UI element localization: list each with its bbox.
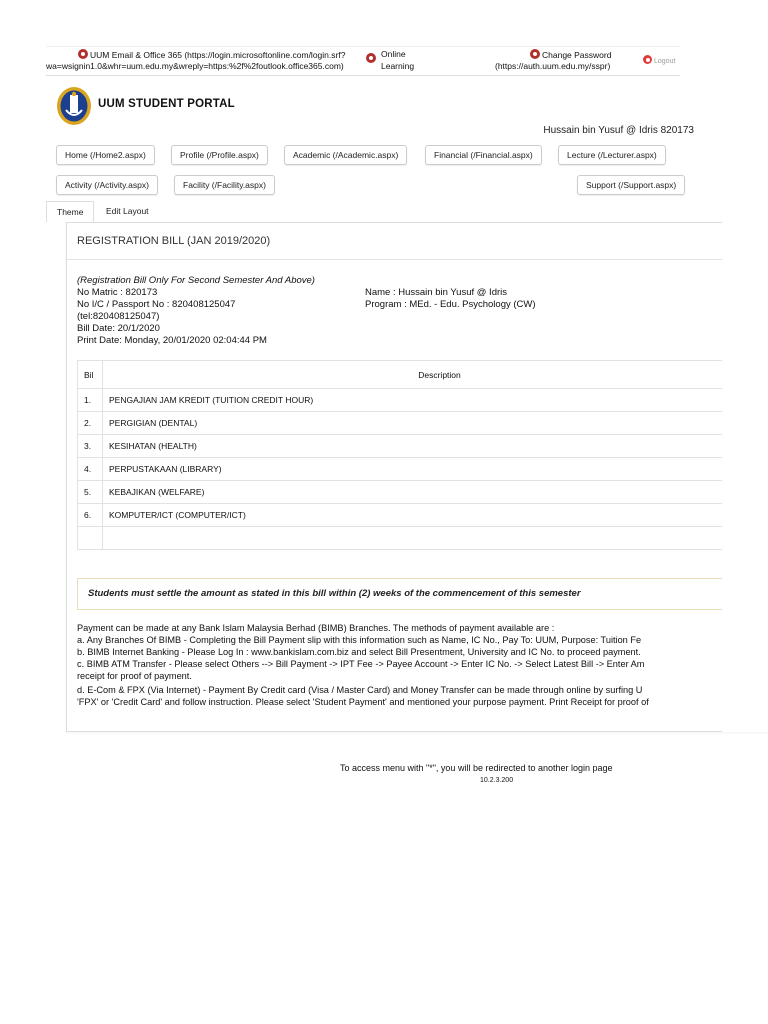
table-row: 1. PENGAJIAN JAM KREDIT (TUITION CREDIT HOUR) xyxy=(78,389,768,412)
print-date: Print Date: Monday, 20/01/2020 02:04:44 PM xyxy=(77,335,267,346)
online-learning-link-cont[interactable]: Learning xyxy=(381,61,415,71)
payment-method-c-cont: receipt for proof of payment. xyxy=(77,671,192,681)
nav-activity-button[interactable]: Activity (/Activity.aspx) xyxy=(56,175,158,195)
email-link-cont[interactable]: wa=wsignin1.0&whr=uum.edu.my&wreply=https:%2f%2foutlook.office365.com) xyxy=(46,61,344,71)
payment-method-d-cont: 'FPX' or 'Credit Card' and follow instruction. Please select 'Student Payment' and mentioned your purpose payment. Print Receipt for proof of xyxy=(77,697,649,707)
uum-logo xyxy=(56,86,92,126)
table-header-row xyxy=(78,361,768,389)
footer-note: To access menu with "*", you will be redirected to another login page xyxy=(340,763,613,773)
payment-method-d: d. E-Com & FPX (Via Internet) - Payment By Credit card (Visa / Master Card) and Money Transfer can be made through online by surfing U xyxy=(77,685,643,695)
online-learning-link[interactable]: Online xyxy=(381,49,406,59)
table-row-empty xyxy=(78,527,768,550)
tab-edit-layout[interactable]: Edit Layout xyxy=(106,206,149,216)
tel-link[interactable]: (tel:820408125047) xyxy=(77,311,160,322)
portal-title: UUM STUDENT PORTAL xyxy=(98,98,235,110)
nav-lecture-button[interactable]: Lecture (/Lecturer.aspx) xyxy=(558,145,666,165)
table-row: 4. PERPUSTAKAAN (LIBRARY) xyxy=(78,458,768,481)
power-icon xyxy=(643,55,652,64)
lock-icon xyxy=(530,49,540,59)
table-row: 5. KEBAJIKAN (WELFARE) xyxy=(78,481,768,504)
ic-passport: No I/C / Passport No : 820408125047 xyxy=(77,299,236,310)
student-program: Program : MEd. - Edu. Psychology (CW) xyxy=(365,299,536,310)
tab-theme[interactable]: Theme xyxy=(46,201,94,222)
change-password-link[interactable]: Change Password xyxy=(530,49,611,61)
footer-ip: 10.2.3.200 xyxy=(480,777,514,784)
divider xyxy=(67,259,768,260)
student-name: Name : Hussain bin Yusuf @ Idris xyxy=(365,287,508,298)
bill-title: REGISTRATION BILL (JAN 2019/2020) xyxy=(77,235,271,247)
header-description: Description xyxy=(103,361,768,389)
payment-method-a: a. Any Branches Of BIMB - Completing the Bill Payment slip with this information such as Name, IC No., Pay To: UUM, Purpose: Tuition Fe xyxy=(77,635,642,645)
nav-profile-button[interactable]: Profile (/Profile.aspx) xyxy=(171,145,268,165)
table-row: 3. KESIHATAN (HEALTH) xyxy=(78,435,768,458)
bill-note: (Registration Bill Only For Second Semester And Above) xyxy=(77,275,315,286)
nav-home-button[interactable]: Home (/Home2.aspx) xyxy=(56,145,155,165)
email-icon xyxy=(78,49,88,59)
nav-facility-button[interactable]: Facility (/Facility.aspx) xyxy=(174,175,275,195)
payment-method-c: c. BIMB ATM Transfer - Please select Others --> Bill Payment -> IPT Fee -> Payee Account -> Enter IC No. -> Select Latest Bill -> Enter Am xyxy=(77,659,645,669)
payment-notice: Students must settle the amount as stated in this bill within (2) weeks of the commencement of this semester xyxy=(88,588,581,599)
viewport-clip xyxy=(722,222,768,732)
nav-financial-button[interactable]: Financial (/Financial.aspx) xyxy=(425,145,542,165)
online-learning-icon[interactable] xyxy=(366,53,378,65)
payment-intro: Payment can be made at any Bank Islam Malaysia Berhad (BIMB) Branches. The methods of payment available are : xyxy=(77,623,555,633)
nav-support-button[interactable]: Support (/Support.aspx) xyxy=(577,175,685,195)
bill-table xyxy=(77,360,768,550)
change-password-url[interactable]: (https://auth.uum.edu.my/sspr) xyxy=(495,61,611,71)
nav-academic-button[interactable]: Academic (/Academic.aspx) xyxy=(284,145,407,165)
header-bil: Bil xyxy=(78,361,103,389)
table-row: 2. PERGIGIAN (DENTAL) xyxy=(78,412,768,435)
user-name: Hussain bin Yusuf @ Idris 820173 xyxy=(543,125,694,136)
no-matric: No Matric : 820173 xyxy=(77,287,158,298)
payment-method-b: b. BIMB Internet Banking - Please Log In : www.bankislam.com.biz and select Bill Presentment, University and IC No. to proceed payment. xyxy=(77,647,641,657)
logout-link[interactable]: Logout xyxy=(643,55,675,67)
email-link[interactable]: UUM Email & Office 365 (https://login.microsoftonline.com/login.srf? xyxy=(78,49,345,61)
table-row: 6. KOMPUTER/ICT (COMPUTER/ICT) xyxy=(78,504,768,527)
bill-date: Bill Date: 20/1/2020 xyxy=(77,323,160,334)
